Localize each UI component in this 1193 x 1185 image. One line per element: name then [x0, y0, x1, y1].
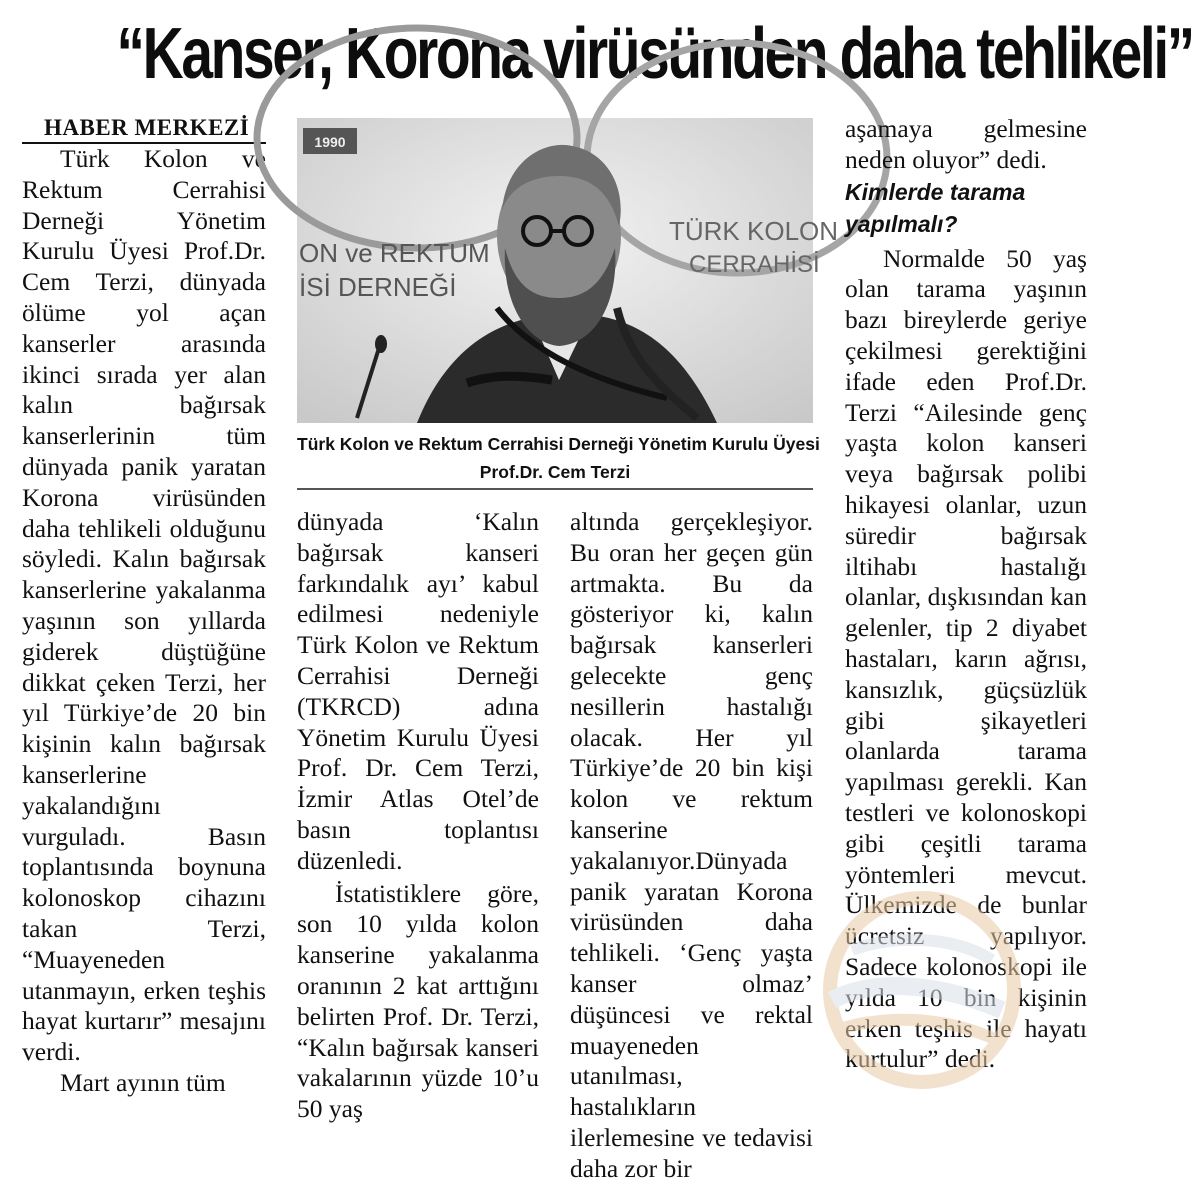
paragraph: İstatistiklere göre, son 10 yılda kolon kanserine yakalanma oranının 2 kat arttığını belirten Prof. Dr. Terzi, “Kalın bağırsak kanseri vakalarının yüzde 10’u 50 yaş	[297, 878, 539, 1124]
portrait-illustration	[297, 118, 839, 423]
paragraph: aşamaya gelmesine neden oluyor” dedi.	[845, 114, 1087, 174]
sign-left-line2: İSİ DERNEĞİ	[299, 272, 457, 302]
paragraph: dünyada ‘Kalın bağırsak kanseri farkındalık ayı’ kabul edilmesi nedeniyle Türk Kolon ve Rektum Cerrahisi Derneği (TKRCD) adına Yönetim Kurulu Üyesi Prof. Dr. Cem Terzi, İzmir Atlas Otel’de basın toplantısı düzenledi.	[297, 507, 539, 875]
paragraph: Mart ayının tüm	[60, 1067, 226, 1097]
sign-right-line2: CERRAHİSİ	[689, 251, 820, 278]
sign-year: 1990	[314, 134, 346, 150]
byline: HABER MERKEZİ	[22, 114, 266, 144]
photo-caption	[297, 430, 820, 490]
paragraph: Normalde 50 yaş olan tarama yaşının bazı bireylerde geriye çekilmesi gerektiğini ifade eden Prof.Dr. Terzi “Ailesinde genç yaşta kolon kanseri veya bağırsak polibi hikayesi olanlar, uzun süredir bağırsak iltihabı hastalığı olanlar, dışkısından kan gelenler, tip 2 diyabet hastaları, karın ağrısı, kansızlık, güçsüzlük gibi şikayetleri olanlarda tarama yapılması gerekli. Kan testleri ve kolonoskopi gibi çeşitli tarama yöntemleri mevcut. Ülkemizde de bunlar ücretsiz yapılıyor. Sadece kolonoskopi ile yılda 10 bin kişinin erken teşhis ile hayatı kurtulur” dedi.	[845, 243, 1087, 1074]
article-column-4	[845, 114, 1087, 1075]
article-photo	[297, 118, 839, 423]
subheading: Kimlerde tarama yapılmalı?	[845, 178, 1026, 237]
caption-line-2: Prof.Dr. Cem Terzi	[479, 462, 631, 482]
paragraph: Türk Kolon ve Rektum Cerrahisi Derneği Yönetim Kurulu Üyesi Prof.Dr. Cem Terzi, dünyada ölüme yol açan kanserler arasında ikinci sırada yer alan kalın bağırsak kanserlerinin tüm dünyada panik yaratan Korona virüsünden daha tehlikeli olduğunu söyledi. Kalın bağırsak kanserlerine yakalanma yaşının son yıllarda giderek düştüğüne dikkat çeken Terzi, her yıl Türkiye’de 20 bin kişinin kalın bağırsak kanserlerine yakalandığını vurguladı. Basın toplantısında boynuna kolonoskop cihazını takan Terzi, “Muayeneden utanmayın, erken teşhis hayat kurtarır” mesajını verdi.	[22, 144, 266, 1067]
article-column-3	[570, 507, 813, 1185]
paragraph: altında gerçekleşiyor. Bu oran her geçen gün artmakta. Bu da gösteriyor ki, kalın bağırsak kanserleri gelecekte genç nesillerin hastalığı olacak. Her yıl Türkiye’de 20 bin kişi kolon ve rektum kanserine yakalanıyor.Dünyada panik yaratan Korona virüsünden daha tehlikeli. ‘Genç yaşta kanser olmaz’ düşüncesi ve rektal muayeneden utanılması, hastalıkların ilerlemesine ve tedavisi daha zor bir	[570, 507, 813, 1183]
article-column-2	[297, 507, 539, 1125]
article-column-1	[22, 144, 266, 1099]
caption-line-1: Türk Kolon ve Rektum Cerrahisi Derneği Yönetim Kurulu Üyesi	[297, 434, 820, 454]
headline: “Kanser, Korona virüsünden daha tehlikeli”	[116, 14, 1193, 94]
sign-right-line1: TÜRK KOLON	[669, 216, 839, 246]
sign-left-line1: ON ve REKTUM	[299, 238, 490, 268]
